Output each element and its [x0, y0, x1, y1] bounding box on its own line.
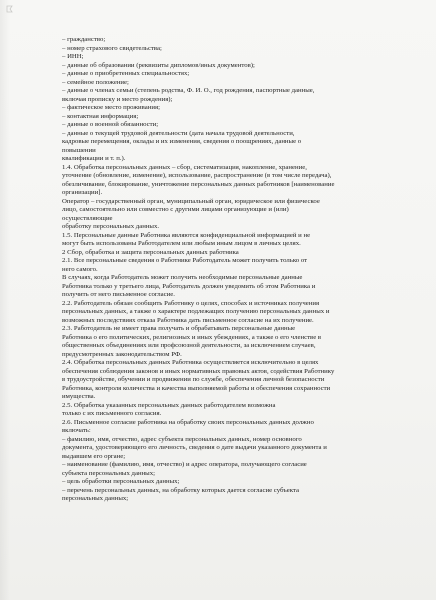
document-line: – данные о членах семьи (степень родства, Ф. И. О., год рождения, паспортные данные,: [62, 87, 315, 94]
document-line: – данные об образовании (реквизиты дипломов/иных документов);: [62, 61, 255, 69]
document-line: предусмотренных законодательством РФ.: [62, 350, 182, 358]
document-line: выдавшем его органе;: [62, 452, 126, 460]
document-line: – гражданство;: [62, 36, 106, 43]
document-line: – данные о текущей трудовой деятельности (дата начала трудовой деятельности,: [62, 129, 295, 137]
document-line: обработку персональных данных.: [62, 223, 160, 230]
document-line: квалификации и т. п.).: [62, 155, 126, 162]
document-line: обезличивание, блокирование, уничтожение персональных данных работников [наименование: [62, 180, 335, 188]
document-line: в трудоустройстве, обучении и продвижении по службе, обеспечения личной безопасности: [62, 376, 325, 383]
document-line: обеспечения соблюдения законов и иных нормативных правовых актов, содействия Работнику: [62, 367, 335, 375]
document-line: общественных объединениях или профсоюзной деятельности, за исключением случаев,: [62, 342, 316, 349]
document-line: субъекта персональных данных;: [62, 469, 155, 477]
document-line: персональных данных;: [62, 495, 129, 502]
document-line: 2.5. Обработка указанных персональных данных работодателем возможна: [62, 401, 276, 409]
document-line: Работника только у третьего лица, Работодатель должен уведомить об этом Работника и: [62, 282, 316, 290]
document-line: 2.2. Работодатель обязан сообщить Работнику о целях, способах и источниках получения: [62, 299, 320, 307]
document-line: – ИНН;: [62, 53, 84, 60]
document-line: получить от него письменное согласие.: [62, 291, 175, 298]
document-line: – перечень персональных данных, на обработку которых дается согласие субъекта: [62, 486, 299, 494]
document-line: В случаях, когда Работодатель может получить необходимые персональные данные: [62, 274, 303, 281]
document-line: 2 Сбор, обработка и защита персональных данных работника: [62, 248, 239, 256]
document-line: Работника о его политических, религиозных и иных убеждениях, а также о его членстве в: [62, 333, 322, 341]
document-line: – фамилию, имя, отчество, адрес субъекта персональных данных, номер основного: [62, 435, 302, 443]
document-line: – семейное положение;: [62, 78, 129, 86]
document-line: него самого.: [62, 265, 98, 273]
document-line: могут быть использованы Работодателем или любым иным лицом в личных целях.: [62, 240, 301, 247]
document-line: персональных данных, а также о характере подлежащих получению персональных данных и: [62, 308, 330, 315]
document-line: – контактная информация;: [62, 112, 139, 120]
document-line: уточнение (обновление, изменение), использование, распространение (в том числе передача),: [62, 172, 332, 179]
document-body: [62, 36, 407, 504]
document-line: лицо, самостоятельно или совместно с другими лицами организующие и (или): [62, 206, 289, 213]
document-line: – данные о приобретенных специальностях;: [62, 70, 190, 77]
document-line: 2.4. Обработка персональных данных Работника осуществляется исключительно в целях: [62, 359, 319, 366]
document-line: 2.6. Письменное согласие работника на обработку своих персональных данных должно: [62, 418, 314, 426]
document-line: включая прописку и место рождения);: [62, 95, 173, 103]
scan-corner-mark: [6, 5, 14, 13]
document-line: – номер страхового свидетельства;: [62, 44, 162, 52]
document-line: кадровые перемещения, оклады и их изменения, сведения о поощрениях, данные о: [62, 138, 302, 145]
document-line: 1.4. Обработка персональных данных – сбор, систематизация, накопление, хранение,: [62, 163, 307, 171]
document-line: организации].: [62, 189, 103, 196]
document-line: Оператор – государственный орган, муниципальный орган, юридическое или физическое: [62, 197, 320, 205]
document-line: – цель обработки персональных данных;: [62, 478, 180, 485]
document-line: возможных последствиях отказа Работника дать письменное согласие на их получение.: [62, 316, 314, 324]
document-line: включать:: [62, 427, 91, 434]
document-line: имущества.: [62, 393, 96, 400]
document-line: – фактическое место проживания;: [62, 104, 160, 111]
document-line: повышении: [62, 146, 96, 154]
document-line: Работника, контроля количества и качества выполняемой работы и обеспечения сохранности: [62, 384, 331, 392]
document-line: документа, удостоверяющего его личность, сведения о дате выдачи указанного документа и: [62, 444, 327, 451]
document-line: – наименование (фамилию, имя, отчество) и адрес оператора, получающего согласие: [62, 461, 307, 468]
document-line: 1.5. Персональные данные Работника являются конфиденциальной информацией и не: [62, 231, 311, 239]
document-line: 2.3. Работодатель не имеет права получать и обрабатывать персональные данные: [62, 325, 296, 332]
document-line: осуществляющие: [62, 214, 113, 222]
document-line: только с их письменного согласия.: [62, 410, 162, 417]
document-line: – данные о военной обязанности;: [62, 121, 159, 128]
document-line: 2.1. Все персональные сведения о Работнике Работодатель может получить только от: [62, 257, 308, 264]
